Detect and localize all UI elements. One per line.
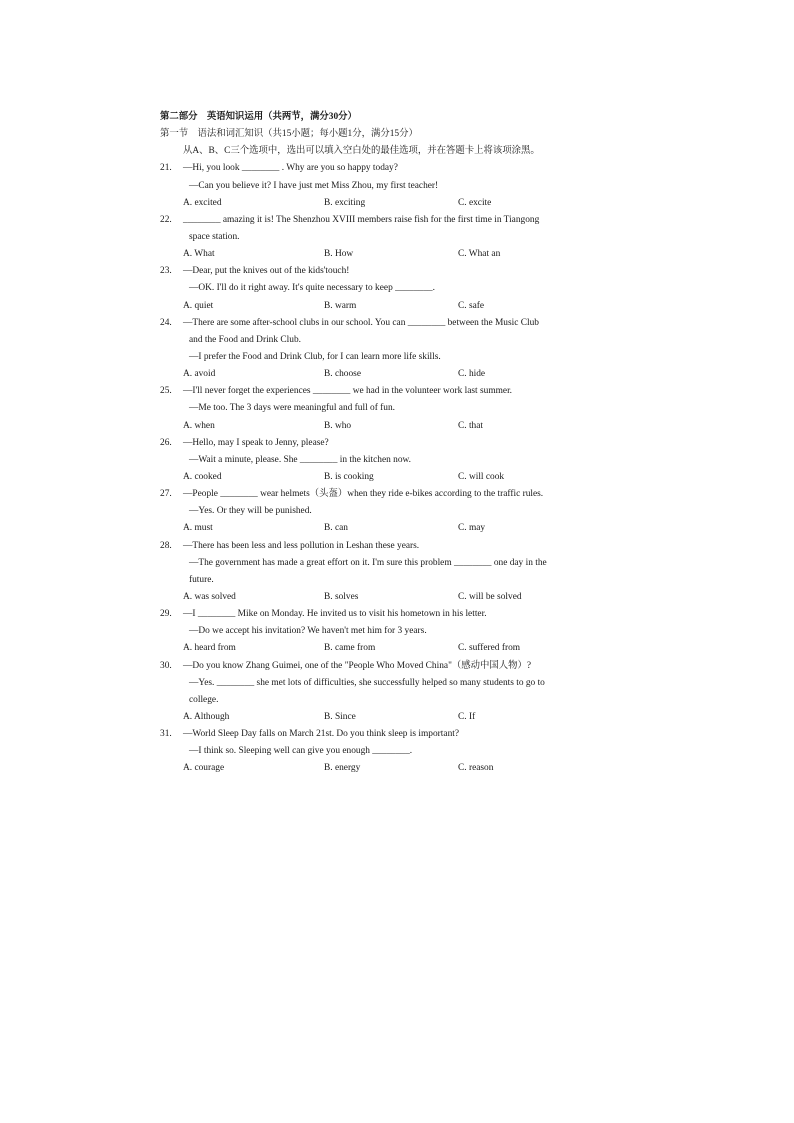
option-b: B. can xyxy=(324,523,348,534)
options-row xyxy=(160,418,610,435)
question-line xyxy=(160,503,610,520)
options-row xyxy=(160,195,610,212)
question-line xyxy=(160,726,610,743)
options-row xyxy=(160,589,610,606)
question-text: —Yes. ________ she met lots of difficulties, she successfully helped so many students to go to xyxy=(189,677,545,688)
option-b: B. is cooking xyxy=(324,471,374,482)
option-b: B. How xyxy=(324,249,354,260)
option-a: A. Although xyxy=(183,711,230,722)
question-line xyxy=(160,675,610,692)
option-a: A. What xyxy=(183,249,215,260)
question-number: 31. xyxy=(160,729,172,740)
question-line xyxy=(160,486,610,503)
question-line xyxy=(160,212,610,229)
options-row xyxy=(160,366,610,383)
question-line xyxy=(160,349,610,366)
question-line xyxy=(160,332,610,349)
option-c: C. reason xyxy=(458,763,494,774)
question-text: —I think so. Sleeping well can give you enough ________. xyxy=(189,746,413,757)
option-a: A. quiet xyxy=(183,300,214,311)
option-a: A. was solved xyxy=(183,591,236,602)
exam-content xyxy=(160,109,610,777)
option-b: B. warm xyxy=(324,300,357,311)
option-c: C. that xyxy=(458,420,483,431)
question-line xyxy=(160,160,610,177)
section-title: 第一节 语法和词汇知识（共15小题；每小题1分，满分15分） xyxy=(160,129,418,140)
options-row xyxy=(160,469,610,486)
question-text: —I prefer the Food and Drink Club, for I can learn more life skills. xyxy=(189,351,441,362)
question-line xyxy=(160,400,610,417)
question-line xyxy=(160,229,610,246)
option-b: B. came from xyxy=(324,643,376,654)
option-c: C. If xyxy=(458,711,476,722)
question-line xyxy=(160,452,610,469)
question-number: 28. xyxy=(160,540,172,551)
question-text: future. xyxy=(189,574,214,585)
question-line xyxy=(160,315,610,332)
option-a: A. must xyxy=(183,523,213,534)
option-c: C. hide xyxy=(458,369,486,380)
question-line xyxy=(160,178,610,195)
question-line xyxy=(160,538,610,555)
question-text: —World Sleep Day falls on March 21st. Do you think sleep is important? xyxy=(183,729,460,740)
option-a: A. heard from xyxy=(183,643,236,654)
question-text: —There are some after-school clubs in our school. You can ________ between the Music Club xyxy=(183,317,539,328)
question-text: —I ________ Mike on Monday. He invited us to visit his hometown in his letter. xyxy=(183,609,487,620)
question-number: 21. xyxy=(160,163,172,174)
question-line xyxy=(160,606,610,623)
question-text: —Do you know Zhang Guimei, one of the "People Who Moved China"（感动中国人物）? xyxy=(183,660,532,671)
question-text: —Dear, put the knives out of the kids'touch! xyxy=(183,266,350,277)
question-text: —I'll never forget the experiences ________ we had in the volunteer work last summer. xyxy=(183,386,513,397)
option-b: B. Since xyxy=(324,711,356,722)
question-line xyxy=(160,435,610,452)
question-text: —There has been less and less pollution in Leshan these years. xyxy=(183,540,420,551)
question-line xyxy=(160,658,610,675)
option-c: C. What an xyxy=(458,249,501,260)
question-line xyxy=(160,555,610,572)
question-line xyxy=(160,623,610,640)
question-text: ________ amazing it is! The Shenzhou XVIII members raise fish for the first time in Tiangong xyxy=(183,214,540,225)
options-row xyxy=(160,709,610,726)
question-text: college. xyxy=(189,694,219,705)
question-text: —Wait a minute, please. She ________ in the kitchen now. xyxy=(189,454,412,465)
option-b: B. solves xyxy=(324,591,359,602)
question-number: 29. xyxy=(160,609,172,620)
question-number: 23. xyxy=(160,266,172,277)
question-text: and the Food and Drink Club. xyxy=(189,334,301,345)
question-text: —The government has made a great effort on it. I'm sure this problem ________ one day in the xyxy=(189,557,547,568)
option-a: A. courage xyxy=(183,763,225,774)
question-line xyxy=(160,572,610,589)
option-c: C. excite xyxy=(458,197,492,208)
question-text: —Yes. Or they will be punished. xyxy=(189,506,312,517)
question-number: 25. xyxy=(160,386,172,397)
option-c: C. safe xyxy=(458,300,485,311)
option-b: B. energy xyxy=(324,763,361,774)
option-a: A. avoid xyxy=(183,369,216,380)
options-row xyxy=(160,246,610,263)
question-number: 26. xyxy=(160,437,172,448)
options-row xyxy=(160,520,610,537)
question-text: —Hello, may I speak to Jenny, please? xyxy=(183,437,329,448)
option-a: A. cooked xyxy=(183,471,222,482)
option-b: B. choose xyxy=(324,369,361,380)
option-b: B. who xyxy=(324,420,352,431)
question-line xyxy=(160,692,610,709)
question-line xyxy=(160,383,610,400)
question-line xyxy=(160,743,610,760)
question-text: —OK. I'll do it right away. It's quite necessary to keep ________. xyxy=(189,283,435,294)
question-text: —People ________ wear helmets（头盔）when they ride e-bikes according to the traffic rules. xyxy=(183,489,544,500)
instructions: 从A、B、C三个选项中，选出可以填入空白处的最佳选项，并在答题卡上将该项涂黑。 xyxy=(183,146,540,157)
question-line xyxy=(160,263,610,280)
option-a: A. excited xyxy=(183,197,222,208)
question-number: 27. xyxy=(160,489,172,500)
question-text: —Can you believe it? I have just met Miss Zhou, my first teacher! xyxy=(189,180,439,191)
question-text: —Me too. The 3 days were meaningful and full of fun. xyxy=(189,403,396,414)
option-c: C. suffered from xyxy=(458,643,521,654)
question-list xyxy=(160,160,610,777)
option-c: C. will be solved xyxy=(458,591,522,602)
options-row xyxy=(160,760,610,777)
part-title: 第二部分 英语知识运用（共两节，满分30分） xyxy=(160,112,357,122)
options-row xyxy=(160,298,610,315)
question-number: 22. xyxy=(160,214,172,225)
option-c: C. may xyxy=(458,523,486,534)
option-b: B. exciting xyxy=(324,197,366,208)
question-line xyxy=(160,280,610,297)
option-a: A. when xyxy=(183,420,215,431)
question-text: —Do we accept his invitation? We haven't met him for 3 years. xyxy=(189,626,427,637)
option-c: C. will cook xyxy=(458,471,505,482)
question-text: space station. xyxy=(189,231,240,242)
question-number: 30. xyxy=(160,660,172,671)
question-number: 24. xyxy=(160,317,172,328)
question-text: —Hi, you look ________ . Why are you so happy today? xyxy=(183,163,398,174)
options-row xyxy=(160,640,610,657)
